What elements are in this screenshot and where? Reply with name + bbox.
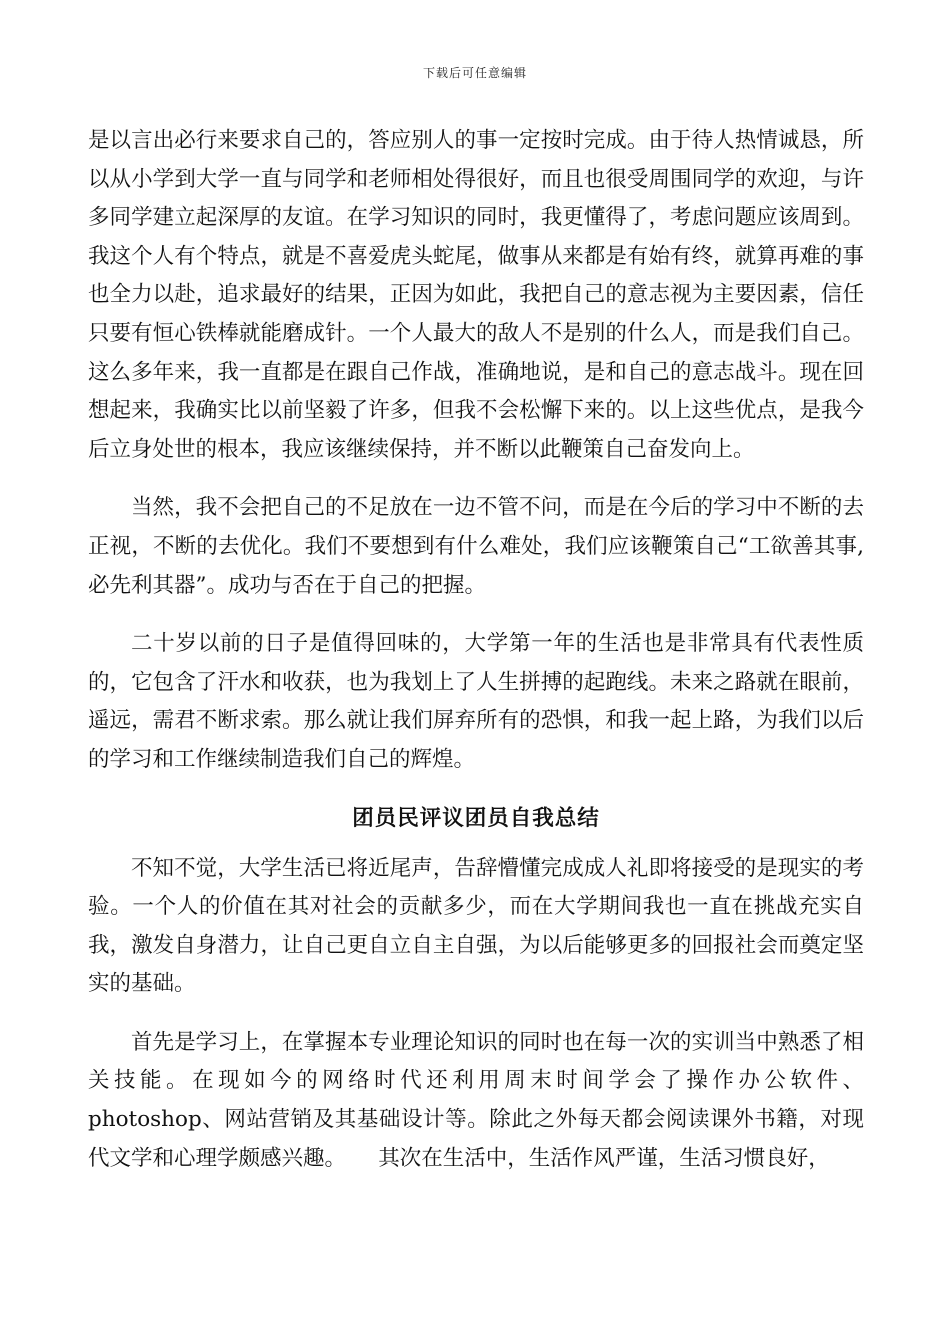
paragraph: 二十岁以前的日子是值得回味的，大学第一年的生活也是非常具有代表性质的，它包含了汗水和收获，也为我划上了人生拼搏的起跑线。未来之路就在眼前，遥远，需君不断求索。那么就让我们屏弃所有的恐惧，和我一起上路，为我们以后的学习和工作继续制造我们自己的辉煌。 [88, 631, 864, 772]
document-body [88, 122, 864, 1178]
paragraph: 首先是学习上，在掌握本专业理论知识的同时也在每一次的实训当中熟悉了相关技能。在现如今的网络时代还利用周末时间学会了操作办公软件、photoshop、网站营销及其基础设计等。除此之外每天都会阅读课外书籍，对现代文学和心理学颇感兴趣。 其次在生活中，生活作风严谨，生活习惯良好， [88, 1029, 864, 1171]
paragraph-gap [88, 605, 864, 625]
paragraph-continued: 是以言出必行来要求自己的，答应别人的事一定按时完成。由于待人热情诚恳，所以从小学到大学一直与同学和老师相处得很好，而且也很受周围同学的欢迎，与许多同学建立起深厚的友谊。在学习知识的同时，我更懂得了，考虑问题应该周到。我这个人有个特点，就是不喜爱虎头蛇尾，做事从来都是有始有终，就算再难的事也全力以赴，追求最好的结果，正因为如此，我把自己的意志视为主要因素，信任只要有恒心铁棒就能磨成针。一个人最大的敌人不是别的什么人，而是我们自己。这么多年来，我一直都是在跟自己作战，准确地说，是和自己的意志战斗。现在回想起来，我确实比以前坚毅了许多，但我不会松懈下来的。以上这些优点，是我今后立身处世的根本，我应该继续保持，并不断以此鞭策自己奋发向上。 [88, 128, 864, 462]
paragraph-gap [88, 838, 864, 850]
paragraph-gap [88, 780, 864, 800]
section-title: 团员民评议团员自我总结 [352, 805, 600, 831]
paragraph-gap [88, 1004, 864, 1024]
paragraph-gap [88, 469, 864, 489]
paragraph: 当然，我不会把自己的不足放在一边不管不问，而是在今后的学习中不断的去正视，不断的去优化。我们不要想到有什么难处，我们应该鞭策自己“工欲善其事,必先利其器”。成功与否在于自己的把握。 [88, 495, 864, 598]
paragraph: 不知不觉，大学生活已将近尾声，告辞懵懂完成成人礼即将接受的是现实的考验。一个人的价值在其对社会的贡献多少，而在大学期间我也一直在挑战充实自我，激发自身潜力，让自己更自立自主自强，为以后能够更多的回报社会而奠定坚实的基础。 [88, 855, 864, 997]
page-header: 下载后可任意编辑 [422, 66, 527, 80]
